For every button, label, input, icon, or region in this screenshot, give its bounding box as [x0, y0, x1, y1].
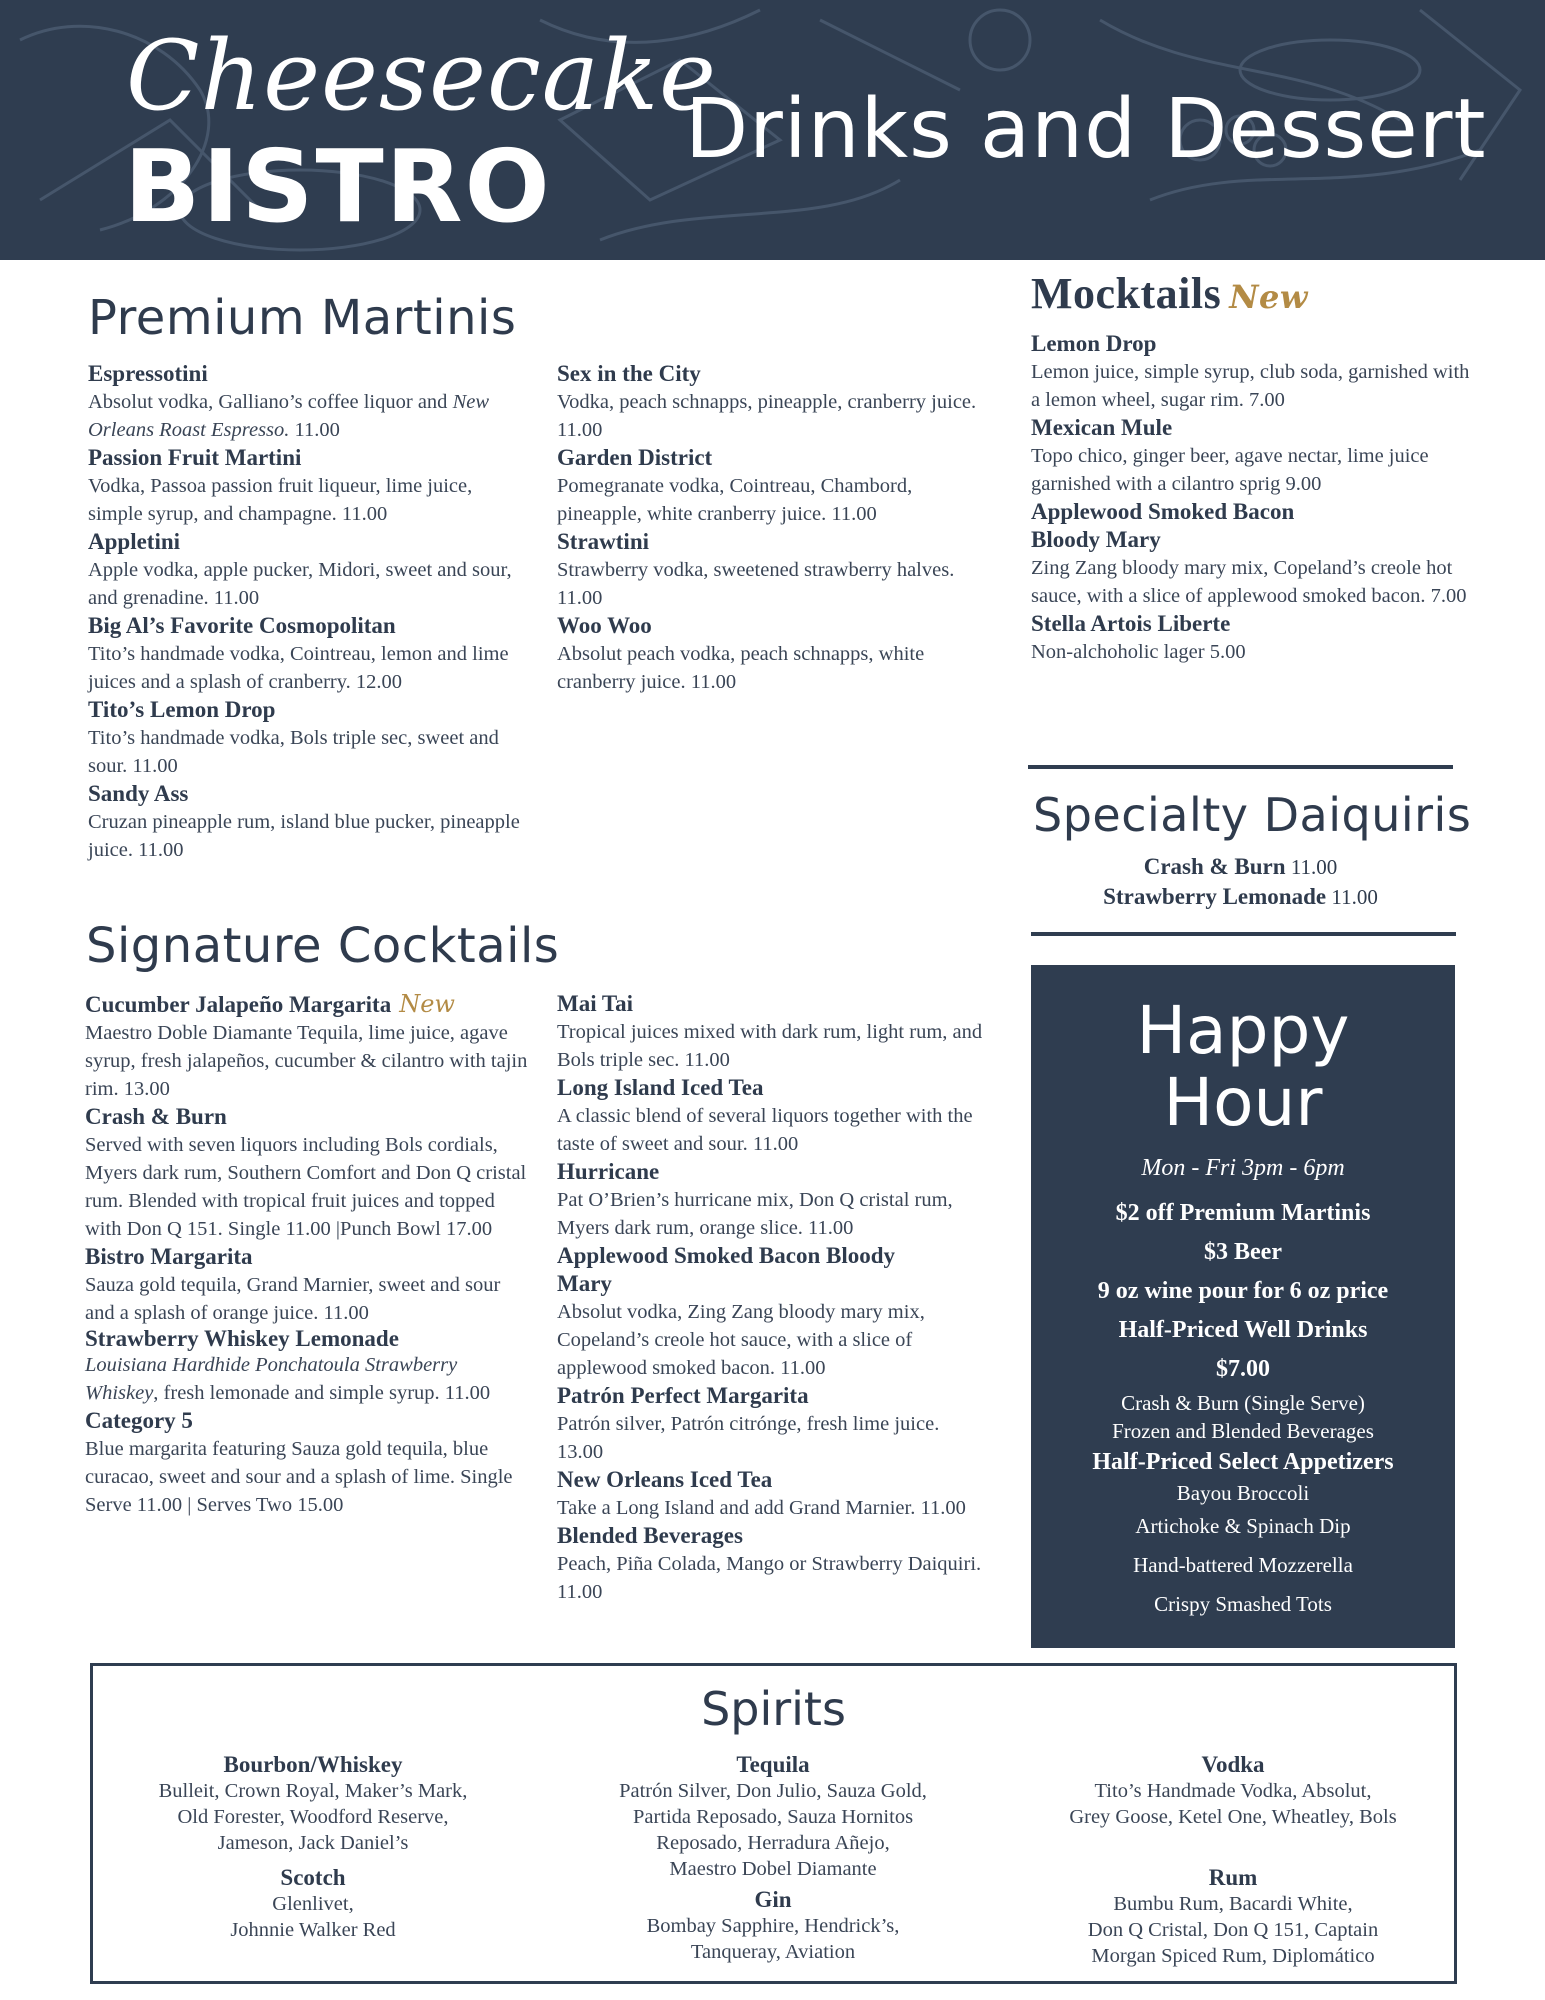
item-name: Bistro Margarita — [85, 1244, 253, 1269]
premium-martinis-title: Premium Martinis — [88, 290, 517, 346]
item-name: Applewood Smoked Bacon Bloody Mary — [557, 1243, 896, 1296]
header-banner — [0, 0, 1545, 260]
divider-bottom — [1031, 932, 1456, 936]
item-description: Cruzan pineapple rum, island blue pucker, pineapple juice. 11.00 — [88, 811, 520, 861]
item-name: Long Island Iced Tea — [557, 1075, 764, 1100]
item-name: Crash & Burn — [85, 1104, 227, 1129]
spirit-list-line: Bumbu Rum, Bacardi White, — [1113, 1893, 1353, 1915]
menu-item — [88, 360, 528, 444]
deal: 9 oz wine pour for 6 oz price — [1097, 1278, 1389, 1304]
menu-item — [88, 780, 528, 864]
menu-item — [88, 612, 528, 696]
deal-detail: Crash & Burn (Single Serve) — [1121, 1391, 1365, 1415]
item-name: Espressotini — [88, 361, 208, 386]
menu-item — [1031, 610, 1471, 666]
daiquiris-list — [1028, 852, 1453, 912]
menu-item — [85, 1407, 535, 1519]
item-description: Topo chico, ginger beer, agave nectar, lime juice garnished with a cilantro sprig 9.00 — [1031, 445, 1429, 495]
spirits-column-vodka — [1013, 1751, 1453, 1969]
item-name: Big Al’s Favorite Cosmopolitan — [88, 613, 396, 638]
logo-script-text: Cheesecake — [126, 20, 717, 132]
spirit-list-line: Tanqueray, Aviation — [690, 1941, 856, 1963]
item-name: Mai Tai — [557, 991, 634, 1016]
new-badge: New — [1229, 278, 1308, 316]
spirit-list-line: Jameson, Jack Daniel’s — [217, 1832, 409, 1854]
item-description: Peach, Piña Colada, Mango or Strawberry Daiquiri. 11.00 — [557, 1553, 982, 1603]
appetizer: Hand-battered Mozzerella — [1133, 1553, 1353, 1577]
premium-martinis-left-column — [88, 360, 528, 864]
spirit-heading: Tequila — [736, 1752, 810, 1777]
menu-item — [1031, 498, 1471, 610]
spirit-list-line: Partida Reposado, Sauza Hornitos — [632, 1806, 914, 1828]
happy-hour-panel — [1031, 965, 1455, 1648]
spirit-heading: Gin — [754, 1887, 792, 1912]
menu-item — [88, 444, 528, 528]
item-description: Tito’s handmade vodka, Bols triple sec, sweet and sour. 11.00 — [88, 727, 499, 777]
menu-item — [1031, 330, 1471, 414]
menu-item — [85, 1327, 535, 1407]
menu-item — [557, 990, 987, 1074]
spirit-list-line: Reposado, Herradura Añejo, — [656, 1832, 890, 1854]
menu-item — [85, 1103, 535, 1243]
item-description: Apple vodka, apple pucker, Midori, sweet and sour, and grenadine. 11.00 — [88, 559, 512, 609]
item-name: Woo Woo — [557, 613, 652, 638]
daiquiri-item: Crash & Burn 11.00 — [1143, 854, 1338, 879]
item-description: Absolut vodka, Galliano’s coffee liquor and New Orleans Roast Espresso. 11.00 — [88, 391, 490, 441]
item-name: Applewood Smoked Bacon Bloody Mary — [1031, 499, 1295, 552]
menu-item — [557, 1382, 987, 1466]
mocktails-title: Mocktails New — [1031, 269, 1308, 318]
spirit-list-line: Don Q Cristal, Don Q 151, Captain — [1087, 1919, 1379, 1941]
item-description: Maestro Doble Diamante Tequila, lime juice, agave syrup, fresh jalapeños, cucumber & cilantro with tajin rim. 13.00 — [85, 1022, 528, 1100]
item-name: Tito’s Lemon Drop — [88, 697, 276, 722]
item-name: New Orleans Iced Tea — [557, 1467, 773, 1492]
premium-martinis-right-column — [557, 360, 987, 696]
spirit-heading: Scotch — [280, 1865, 346, 1890]
item-description: Tito’s handmade vodka, Cointreau, lemon and lime juices and a splash of cranberry. 12.00 — [88, 643, 509, 693]
happy-hour-times: Mon - Fri 3pm - 6pm — [1141, 1155, 1345, 1181]
item-name: Stella Artois Liberte — [1031, 611, 1231, 636]
menu-item — [557, 1074, 987, 1158]
deal: $3 Beer — [1204, 1239, 1282, 1265]
item-description: Louisiana Hardhide Ponchatoula Strawberry Whiskey, fresh lemonade and simple syrup. 11.00 — [85, 1354, 491, 1404]
appetizer: Artichoke & Spinach Dip — [1135, 1514, 1351, 1538]
spirit-list-line: Maestro Dobel Diamante — [669, 1858, 877, 1880]
menu-item — [557, 1466, 987, 1522]
spirit-list-line: Morgan Spiced Rum, Diplomático — [1091, 1945, 1375, 1967]
menu-item — [557, 360, 987, 444]
item-name: Passion Fruit Martini — [88, 445, 302, 470]
spirits-column-tequila — [553, 1751, 993, 1965]
happy-hour-title: Happy Hour — [1136, 992, 1350, 1141]
menu-item — [557, 612, 987, 696]
item-name: Mexican Mule — [1031, 415, 1173, 440]
menu-item — [557, 444, 987, 528]
item-description: Vodka, Passoa passion fruit liqueur, lime juice, simple syrup, and champagne. 11.00 — [88, 475, 473, 525]
item-description: Tropical juices mixed with dark rum, light rum, and Bols triple sec. 11.00 — [557, 1021, 983, 1071]
item-name: Sandy Ass — [88, 781, 189, 806]
menu-item — [557, 1522, 987, 1606]
item-name: Cucumber Jalapeño Margarita New — [85, 990, 455, 1018]
spirits-panel — [90, 1663, 1457, 1984]
menu-item — [557, 1158, 987, 1242]
item-name: Appletini — [88, 529, 181, 554]
spirits-title: Spirits — [701, 1682, 846, 1736]
item-name: Strawtini — [557, 529, 649, 554]
deal: Half-Priced Well Drinks — [1118, 1317, 1368, 1343]
item-name: Hurricane — [557, 1159, 660, 1184]
item-name: Blended Beverages — [557, 1523, 743, 1548]
menu-item — [557, 528, 987, 612]
menu-item — [88, 528, 528, 612]
spirit-list-line: Grey Goose, Ketel One, Wheatley, Bols — [1069, 1806, 1397, 1828]
new-badge: New — [399, 990, 455, 1018]
item-name: Lemon Drop — [1031, 331, 1157, 356]
deal: $7.00 — [1216, 1356, 1270, 1382]
deal-detail: Frozen and Blended Beverages — [1112, 1419, 1374, 1443]
spirit-heading: Bourbon/Whiskey — [223, 1752, 403, 1777]
item-description: Patrón silver, Patrón citrónge, fresh lime juice. 13.00 — [557, 1413, 940, 1463]
page-title: Drinks and Dessert — [685, 82, 1487, 177]
divider-top — [1028, 765, 1453, 769]
item-description: Zing Zang bloody mary mix, Copeland’s creole hot sauce, with a slice of applewood smoked bacon. 7.00 — [1031, 557, 1467, 607]
item-description: Blue margarita featuring Sauza gold tequila, blue curacao, sweet and sour and a splash of lime. Single Serve 11.00 | Serves Two 15.00 — [85, 1438, 513, 1516]
spirit-list-line: Tito’s Handmade Vodka, Absolut, — [1094, 1780, 1372, 1802]
spirit-list-line: Old Forester, Woodford Reserve, — [177, 1806, 449, 1828]
spirit-list-line: Glenlivet, — [272, 1893, 354, 1915]
daiquiri-item: Strawberry Lemonade 11.00 — [1103, 884, 1378, 909]
item-name: Category 5 — [85, 1408, 193, 1433]
spirit-list-line: Patrón Silver, Don Julio, Sauza Gold, — [619, 1780, 927, 1802]
menu-item — [85, 1243, 535, 1327]
item-description: Served with seven liquors including Bols cordials, Myers dark rum, Southern Comfort and Don Q cristal rum. Blended with tropical fruit juices and topped with Don Q 151. Single 11.00 |Punch Bowl 17.00 — [85, 1134, 527, 1240]
spirit-heading: Vodka — [1201, 1752, 1265, 1777]
mocktails-column — [1031, 330, 1471, 666]
item-name: Sex in the City — [557, 361, 701, 386]
spirits-column-whiskey — [93, 1751, 533, 1943]
item-description: Lemon juice, simple syrup, club soda, garnished with a lemon wheel, sugar rim. 7.00 — [1031, 361, 1470, 411]
item-name: Strawberry Whiskey Lemonade — [85, 1326, 399, 1351]
signature-cocktails-right-column — [557, 990, 987, 1606]
item-description: Absolut peach vodka, peach schnapps, white cranberry juice. 11.00 — [557, 643, 925, 693]
appetizer: Bayou Broccoli — [1176, 1481, 1310, 1505]
item-description: Strawberry vodka, sweetened strawberry halves. 11.00 — [557, 559, 955, 609]
item-name: Garden District — [557, 445, 713, 470]
signature-cocktails-title: Signature Cocktails — [86, 918, 560, 974]
appetizer: Crispy Smashed Tots — [1154, 1592, 1332, 1616]
item-description: Absolut vodka, Zing Zang bloody mary mix, Copeland’s creole hot sauce, with a slice of applewood smoked bacon. 11.00 — [557, 1301, 925, 1379]
spirit-heading: Rum — [1208, 1865, 1258, 1890]
menu-item — [557, 1242, 987, 1382]
menu-item — [1031, 414, 1471, 498]
item-description: A classic blend of several liquors together with the taste of sweet and sour. 11.00 — [557, 1105, 973, 1155]
spirit-list-line: Bombay Sapphire, Hendrick’s, — [646, 1915, 900, 1937]
item-description: Pomegranate vodka, Cointreau, Chambord, pineapple, white cranberry juice. 11.00 — [557, 475, 913, 525]
menu-item — [88, 696, 528, 780]
spirit-list-line: Johnnie Walker Red — [230, 1919, 396, 1941]
item-description: Pat O’Brien’s hurricane mix, Don Q cristal rum, Myers dark rum, orange slice. 11.00 — [557, 1189, 953, 1239]
item-description: Non-alchoholic lager 5.00 — [1031, 641, 1246, 663]
item-name: Patrón Perfect Margarita — [557, 1383, 809, 1408]
deal: $2 off Premium Martinis — [1115, 1200, 1371, 1226]
item-description: Take a Long Island and add Grand Marnier. 11.00 — [557, 1497, 966, 1519]
deal: Half-Priced Select Appetizers — [1092, 1449, 1394, 1475]
item-description: Sauza gold tequila, Grand Marnier, sweet and sour and a splash of orange juice. 11.00 — [85, 1274, 501, 1324]
menu-item — [85, 990, 535, 1103]
item-description: Vodka, peach schnapps, pineapple, cranberry juice. 11.00 — [557, 391, 977, 441]
spirit-list-line: Bulleit, Crown Royal, Maker’s Mark, — [158, 1780, 468, 1802]
logo-bold-text: BISTRO — [124, 128, 552, 245]
signature-cocktails-left-column — [85, 990, 535, 1519]
specialty-daiquiris-title: Specialty Daiquiris — [1033, 788, 1472, 842]
